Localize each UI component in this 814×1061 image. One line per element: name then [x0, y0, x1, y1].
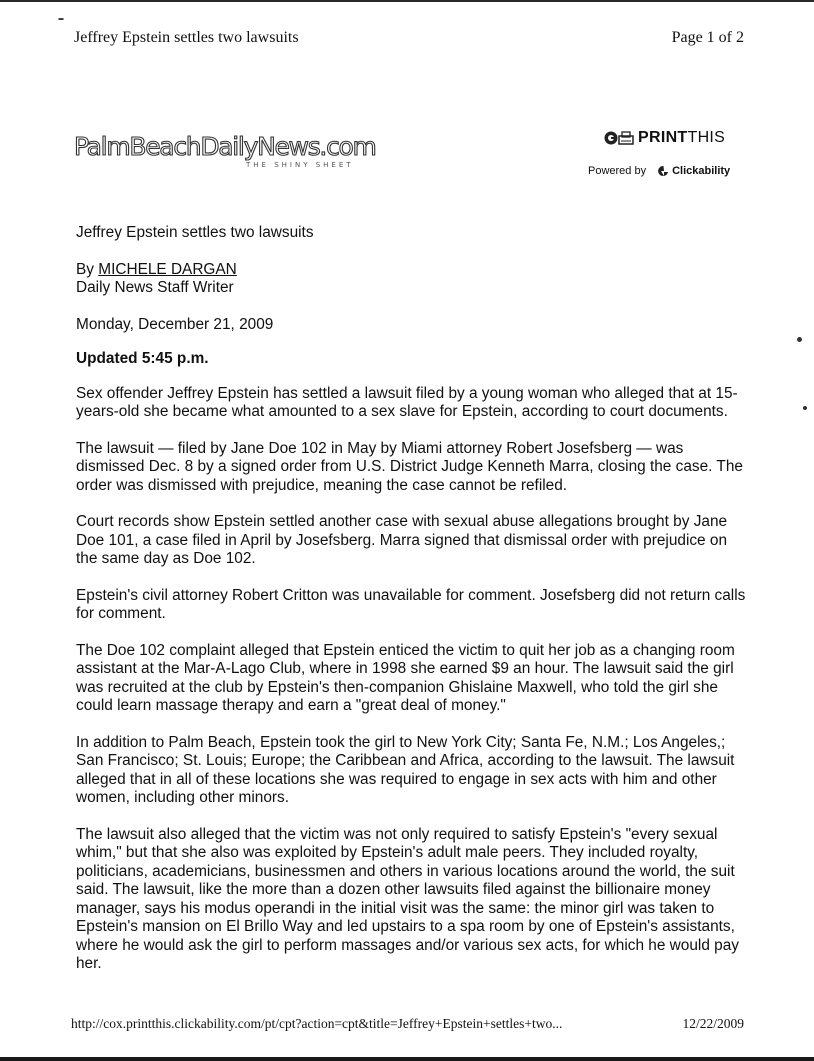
page-indicator: Page 1 of 2 [671, 29, 744, 46]
powered-by-label: Powered by [588, 165, 647, 177]
scan-speck [58, 18, 64, 20]
article-paragraph: The lawsuit also alleged that the victim was not only required to satisfy Epstein's "every sexual whim," but that she also was exploited by Epstein's adult male peers. They included royalty, politicians, academicians, businessmen and others in various locations around the world, the suit said. The lawsuit, like the more than a dozen other lawsuits filed against the billionaire money manager, says his modus operandi in the initial visit was the same: the minor girl was taken to Epstein's mansion on El Brillo Way and led upstairs to a spa room by one of Epstein's assistants, where he would ask the girl to perform massages and/or various sex acts, for which he would pay her. [76, 825, 739, 972]
article-paragraph: Court records show Epstein settled another case with sexual abuse allegations brought by Jane Doe 101, a case filed in April by Josefsberg. Marra signed that dismissal order with prejudice on the same day as Doe 102. [76, 513, 728, 567]
article-paragraph: The Doe 102 complaint alleged that Epstein enticed the victim to quit her job as a changing room assistant at the Mar-A-Lago Club, where in 1998 she earned $9 an hour. The lawsuit said the girl was recruited at the club by Epstein's then-companion Ghislaine Maxwell, who told the girl she could learn massage therapy and earn a "great deal of money." [76, 641, 735, 714]
powered-by-line [588, 165, 730, 177]
top-border [0, 0, 814, 2]
header-doc-title: Jeffrey Epstein settles two lawsuits [74, 29, 299, 46]
palm-beach-daily-news-logo[interactable] [74, 132, 376, 169]
print-this-logo[interactable] [604, 129, 725, 147]
author-role: Daily News Staff Writer [76, 279, 234, 296]
scan-speck [803, 406, 807, 410]
printer-icon [604, 130, 634, 146]
article-paragraph: In addition to Palm Beach, Epstein took the girl to New York City; Santa Fe, N.M.; Los Angeles,; San Francisco; St. Louis; Europe; the Caribbean and Africa, according to the lawsuit. The lawsuit alleged that in all of these locations she was required to engage in sex acts with him and other women, including other minors. [76, 733, 735, 806]
byline-prefix: By [76, 260, 94, 278]
author-link[interactable]: MICHELE DARGAN [98, 260, 237, 278]
scan-speck [797, 337, 802, 342]
article-body [76, 224, 746, 974]
footer-date: 12/22/2009 [682, 1016, 744, 1031]
article-date: Monday, December 21, 2009 [76, 315, 274, 333]
article-headline: Jeffrey Epstein settles two lawsuits [76, 224, 314, 241]
clickability-name: Clickability [672, 165, 731, 177]
footer-url[interactable]: http://cox.printthis.clickability.com/pt/cpt?action=cpt&title=Jeffrey+Epstein+settles+two... [71, 1016, 563, 1031]
logo-tagline: THE SHINY SHEET [246, 161, 354, 169]
logo-site-name: PalmBeachDailyNews.com [74, 132, 376, 161]
article-paragraph: Epstein's civil attorney Robert Critton was unavailable for comment. Josefsberg did not return calls for comment. [76, 586, 746, 622]
print-this-label-light: THIS [687, 129, 726, 146]
byline [76, 261, 746, 280]
print-this-label-bold: PRINT [638, 129, 688, 146]
bottom-border [0, 1057, 814, 1061]
article-paragraph: The lawsuit — filed by Jane Doe 102 in May by Miami attorney Robert Josefsberg — was dismissed Dec. 8 by a signed order from U.S. District Judge Kenneth Marra, closing the case. The order was dismissed with prejudice, meaning the case cannot be refiled. [76, 439, 743, 494]
updated-time: Updated 5:45 p.m. [76, 350, 209, 367]
article-paragraph: Sex offender Jeffrey Epstein has settled a lawsuit filed by a young woman who alleged that at 15-years-old she became what amounted to a sex slave for Epstein, according to court documents. [76, 384, 738, 420]
clickability-icon [658, 165, 669, 177]
